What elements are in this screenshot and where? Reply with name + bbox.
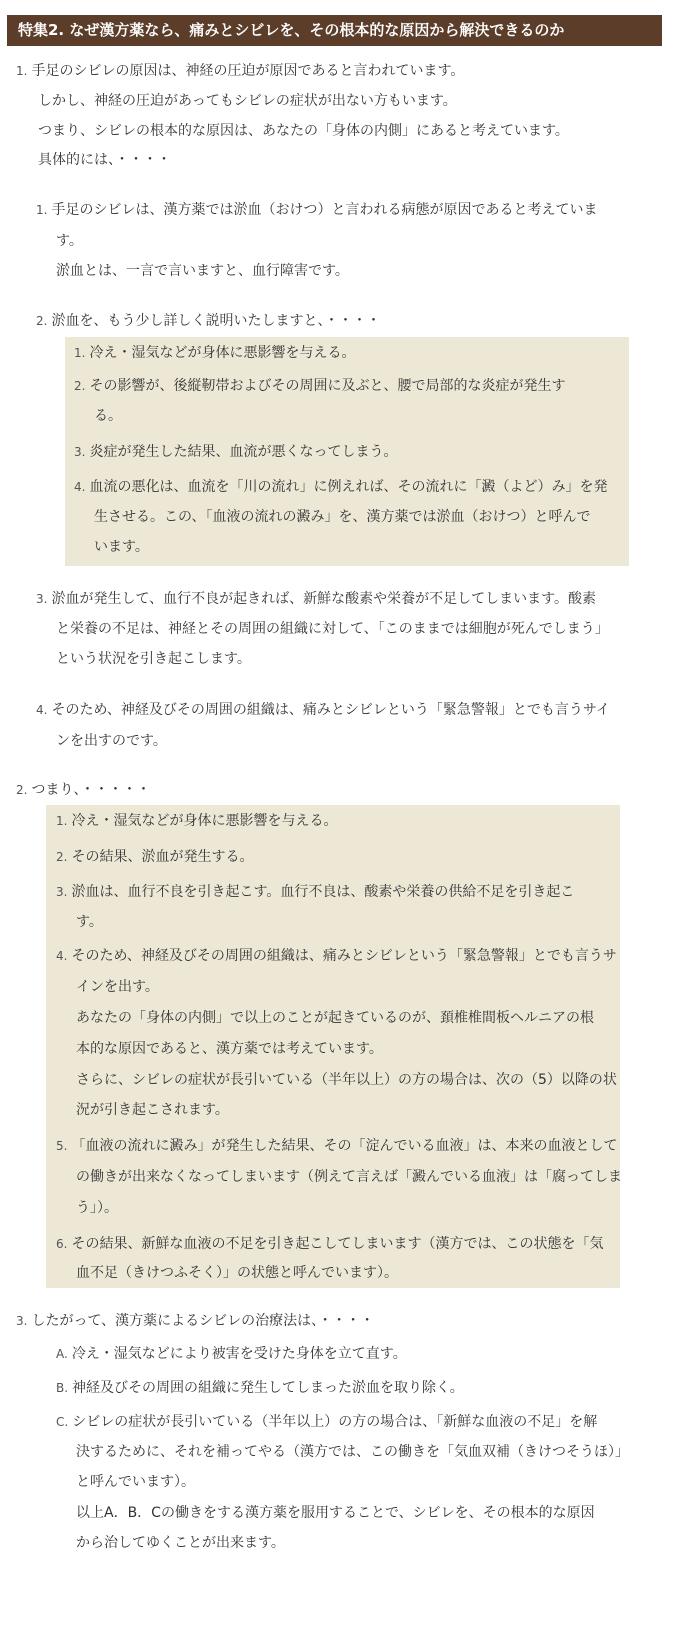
list-number: 2. — [36, 314, 48, 328]
list-item — [56, 1407, 597, 1438]
paragraph-line: 具体的には、・・・・ — [38, 152, 171, 168]
paragraph-line: その結果、淤血が発生する。 — [71, 849, 254, 865]
paragraph-line: 神経及びその周囲の組織に発生してしまった淤血を取り除く。 — [72, 1380, 464, 1396]
paragraph-line: ンを出すのです。 — [56, 733, 167, 749]
paragraph-line: 本的な原因であると、漢方薬では考えています。 — [76, 1041, 383, 1057]
list-number: 2. — [16, 783, 28, 797]
list-number: 4. — [56, 949, 68, 963]
list-item — [56, 1373, 464, 1404]
paragraph-line: 血流の悪化は、血流を「川の流れ」に例えれば、その流れに「澱（よど）み」を発 — [89, 479, 608, 495]
paragraph-line: その結果、新鮮な血液の不足を引き起こしてしまいます（漢方では、この状態を「気 — [71, 1236, 604, 1252]
paragraph-line: と呼んでいます）。 — [76, 1474, 195, 1490]
list-number: 2. — [56, 850, 68, 864]
list-item — [56, 941, 617, 972]
list-item — [36, 695, 610, 726]
paragraph-line: そのため、神経及びその周囲の組織は、痛みとシビレという「緊急警報」とでも言うサイ — [51, 702, 610, 718]
paragraph-line: の働きが出来なくなってしまいます（例えて言えば「澱んでいる血液」は「腐ってしま — [76, 1169, 622, 1185]
list-item — [16, 56, 464, 87]
list-letter: A. — [56, 1347, 68, 1361]
paragraph-line: う」）。 — [76, 1200, 118, 1216]
paragraph-line: あなたの「身体の内側」で以上のことが起きているのが、頚椎椎間板ヘルニアの根 — [76, 1010, 594, 1026]
list-item — [74, 371, 565, 402]
paragraph-line: 淤血は、血行不良を引き起こす。血行不良は、酸素や栄養の供給不足を引き起こ — [71, 884, 575, 900]
list-item — [74, 338, 355, 369]
paragraph-line: つまり、・・・・・ — [31, 782, 151, 798]
paragraph-line: から治してゆくことが出来ます。 — [76, 1535, 285, 1551]
paragraph-line: インを出す。 — [76, 979, 159, 995]
list-number: 1. — [74, 346, 86, 360]
list-item — [36, 195, 597, 226]
paragraph-line: 況が引き起こされます。 — [76, 1102, 229, 1118]
paragraph-line: 淤血とは、一言で言いますと、血行障害です。 — [56, 263, 349, 279]
list-item — [74, 437, 397, 468]
paragraph-line: つまり、シビレの根本的な原因は、あなたの「身体の内側」にあると考えています。 — [38, 123, 569, 139]
list-number: 2. — [74, 379, 86, 393]
list-item — [36, 584, 596, 615]
list-item — [56, 842, 253, 873]
list-item — [16, 775, 150, 806]
paragraph-line: 炎症が発生した結果、血流が悪くなってしまう。 — [89, 444, 398, 460]
paragraph-line: る。 — [94, 408, 122, 424]
list-item — [74, 472, 607, 503]
list-number: 4. — [36, 703, 48, 717]
paragraph-line: 冷え・湿気などにより被害を受けた身体を立て直す。 — [71, 1346, 407, 1362]
paragraph-line: という状況を引き起こします。 — [56, 651, 251, 667]
list-item — [56, 1229, 603, 1260]
paragraph-line: 血不足（きけつふそく）」の状態と呼んでいます）。 — [76, 1265, 398, 1281]
paragraph-line: 「血液の流れに澱み」が発生した結果、その「淀んでいる血液」は、本来の血液として — [71, 1138, 618, 1154]
list-number: 4. — [74, 480, 86, 494]
list-item — [56, 1339, 407, 1370]
list-number: 5. — [56, 1139, 68, 1153]
paragraph-line: 冷え・湿気などが身体に悪影響を与える。 — [71, 813, 338, 829]
list-number: 6. — [56, 1237, 68, 1251]
paragraph-line: 生させる。この、「血液の流れの澱み」を、漢方薬では淤血（おけつ）と呼んで — [94, 509, 591, 525]
list-number: 3. — [36, 592, 48, 606]
paragraph-line: す。 — [76, 914, 103, 930]
paragraph-line: 手足のシビレの原因は、神経の圧迫が原因であると言われています。 — [31, 63, 465, 79]
list-item — [56, 806, 337, 837]
paragraph-line: したがって、漢方薬によるシビレの治療法は、・・・・ — [31, 1313, 375, 1329]
list-number: 1. — [16, 64, 28, 78]
paragraph-line: そのため、神経及びその周囲の組織は、痛みとシビレという「緊急警報」とでも言うサ — [71, 948, 617, 964]
paragraph-line: す。 — [56, 233, 83, 249]
list-number: 3. — [16, 1314, 28, 1328]
paragraph-line: その影響が、後縦靭帯およびその周囲に及ぶと、腰で局部的な炎症が発生す — [89, 378, 566, 394]
paragraph-line: います。 — [94, 539, 149, 555]
paragraph-line: 手足のシビレは、漢方薬では淤血（おけつ）と言われる病態が原因であると考えていま — [51, 202, 598, 218]
paragraph-line: と栄養の不足は、神経とその周囲の組織に対して、「このままでは細胞が死んでしまう」 — [56, 621, 609, 637]
paragraph-line: 冷え・湿気などが身体に悪影響を与える。 — [89, 345, 356, 361]
paragraph-line: 決するために、それを補ってやる（漢方では、この働きを「気血双補（きけつそうほ）」 — [76, 1444, 629, 1460]
list-item — [16, 1306, 374, 1337]
paragraph-line: シビレの症状が長引いている（半年以上）の方の場合は、「新鮮な血液の不足」を解 — [72, 1414, 598, 1430]
list-item — [56, 877, 574, 908]
list-number: 3. — [74, 445, 86, 459]
list-number: 1. — [56, 814, 68, 828]
paragraph-line: 以上A．B．Cの働きをする漢方薬を服用することで、シビレを、その根本的な原因 — [76, 1505, 595, 1521]
list-number: 3. — [56, 885, 68, 899]
list-letter: C. — [56, 1415, 69, 1429]
paragraph-line: さらに、シビレの症状が長引いている（半年以上）の方の場合は、次の（5）以降の状 — [76, 1072, 617, 1088]
list-item — [36, 306, 380, 337]
list-number: 1. — [36, 203, 48, 217]
list-letter: B. — [56, 1381, 69, 1395]
paragraph-line: しかし、神経の圧迫があってもシビレの症状が出ない方もいます。 — [38, 93, 457, 109]
paragraph-line: 淤血を、もう少し詳しく説明いたしますと、・・・・ — [51, 313, 381, 329]
paragraph-line: 淤血が発生して、血行不良が起きれば、新鮮な酸素や栄養が不足してしまいます。酸素 — [51, 591, 597, 607]
list-item — [56, 1131, 617, 1162]
page-title: 特集2. なぜ漢方薬なら、痛みとシビレを、その根本的な原因から解決できるのか — [7, 15, 662, 46]
